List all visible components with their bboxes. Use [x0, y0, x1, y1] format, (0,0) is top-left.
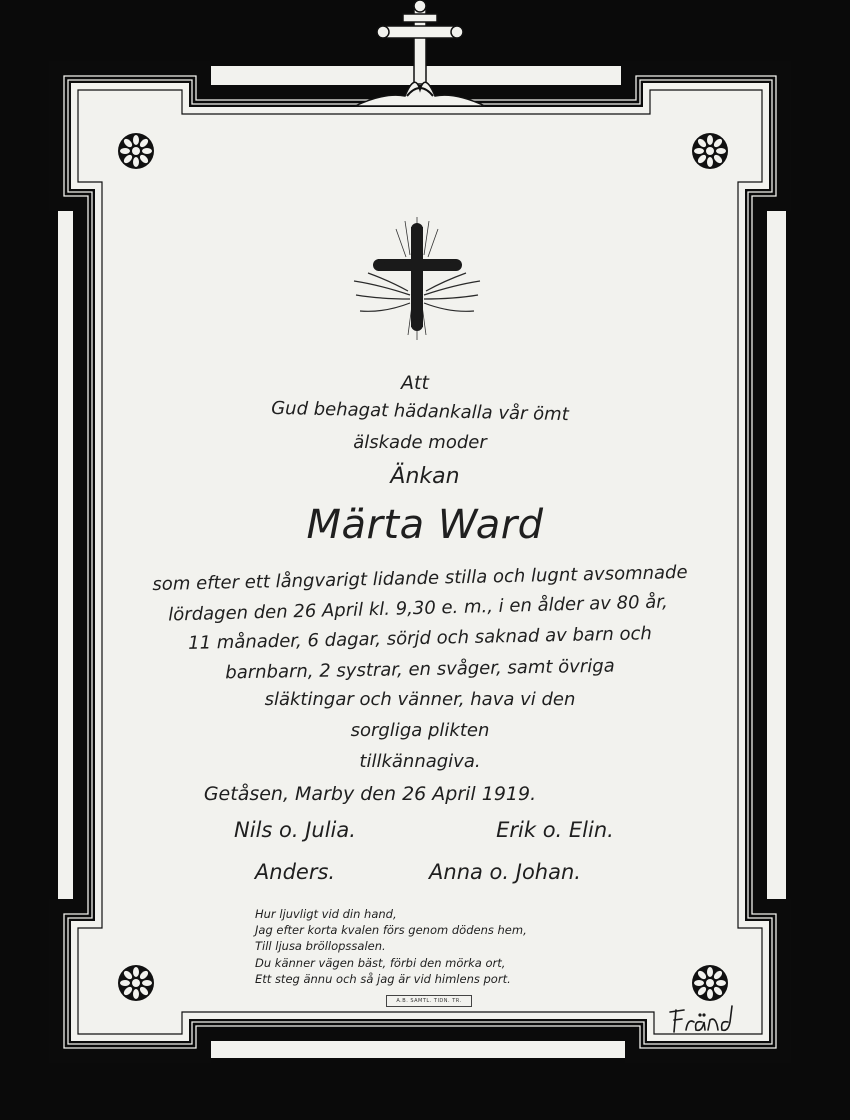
signatory-name: Nils o. Julia.: [234, 818, 356, 842]
printer-mark: A.B. SAMTL. TIDN. TR.: [386, 995, 472, 1007]
poem-line: Ett steg ännu och så jag är vid himlens port.: [255, 971, 511, 986]
poem-line: Jag efter korta kvalen förs genom dödens hem,: [255, 923, 527, 938]
signatory-name: Anna o. Johan.: [429, 860, 581, 884]
body-line: tillkännagiva.: [359, 751, 481, 772]
widow-title: Änkan: [390, 464, 460, 489]
signatory-name: Erik o. Elin.: [496, 818, 614, 842]
body-line: lördagen den 26 April kl. 9,30 e. m., i en ålder av 80 år,: [167, 591, 669, 626]
rosette-icon: [690, 131, 730, 171]
body-line: sorgliga plikten: [350, 720, 490, 741]
poem-line: Till ljusa bröllopssalen.: [255, 939, 386, 954]
body-line: som efter ett långvarigt lidande stilla och lugnt avsomnade: [152, 561, 688, 596]
rosette-icon: [690, 963, 730, 1003]
body-line: barnbarn, 2 systrar, en svåger, samt övriga: [225, 655, 615, 684]
intro-text: Att: [401, 372, 429, 394]
body-line: släktingar och vänner, hava vi den: [264, 689, 576, 710]
rosette-icon: [116, 131, 156, 171]
poem-line: Du känner vägen bäst, förbi den mörka ort,: [255, 955, 506, 970]
intro-line-gud: Gud behagat hädankalla vår ömt: [271, 397, 569, 426]
deceased-name: Märta Ward: [306, 502, 544, 548]
place-date: Getåsen, Marby den 26 April 1919.: [203, 783, 537, 805]
body-line: 11 månader, 6 dagar, sörjd och saknad av barn och: [187, 623, 653, 654]
handwritten-note: [664, 1002, 754, 1040]
intro-line-alskade: älskade moder: [353, 432, 487, 453]
poem-line: Hur ljuvligt vid din hand,: [255, 907, 397, 921]
rosette-icon: [116, 963, 156, 1003]
central-cross-icon: [350, 215, 485, 345]
top-cross-icon: [345, 0, 495, 112]
memorial-poem: [255, 906, 615, 987]
signatory-name: Anders.: [254, 860, 336, 884]
